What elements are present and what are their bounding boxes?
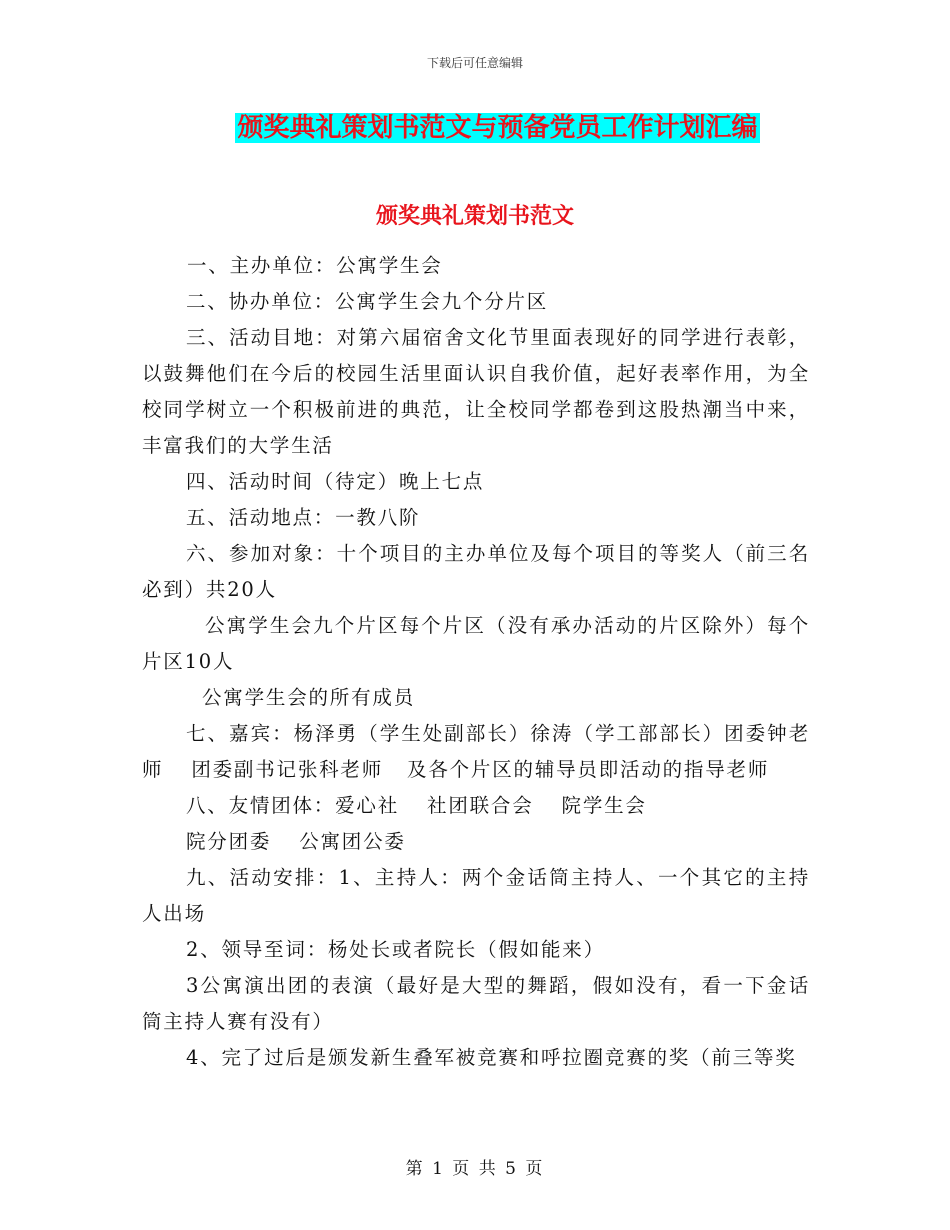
paragraph-guests: [142, 716, 810, 788]
paragraph-location: 五、活动地点：一教八阶: [186, 506, 421, 529]
paragraph-schedule-speech: 2、领导至词：杨处长或者院长（假如能来）: [186, 938, 605, 961]
document-body: [142, 248, 810, 1076]
guests-part-3: 及各个片区的辅导员即活动的指导老师: [407, 758, 770, 781]
paragraph-co-organizer: 二、协办单位：公寓学生会九个分片区: [186, 290, 549, 313]
document-main-title: [0, 110, 950, 146]
paragraph-participants: 六、参加对象：十个项目的主办单位及每个项目的等奖人（前三名必到）共20人: [142, 542, 810, 601]
paragraph-purpose: 三、活动目地：对第六届宿舍文化节里面表现好的同学进行表彰，以鼓舞他们在今后的校园生活里面认识自我价值，起好表率作用，为全校同学树立一个积极前进的典范，让全校同学都卷到这股热潮当中来，丰富我们的大学生活: [142, 326, 810, 457]
paragraph-organizer: 一、主办单位：公寓学生会: [187, 254, 443, 277]
section-title: 颁奖典礼策划书范文: [375, 203, 574, 229]
paragraph-participants-districts: 公寓学生会九个片区每个片区（没有承办活动的片区除外）每个片区10人: [142, 614, 810, 673]
header-note: 下载后可任意编辑: [426, 56, 523, 70]
paragraph-schedule-awards: 4、完了过后是颁发新生叠军被竞赛和呼拉圈竞赛的奖（前三等奖: [186, 1046, 797, 1069]
paragraph-friendly-groups-cont: [142, 824, 810, 860]
paragraph-participants-members: 公寓学生会的所有成员: [202, 686, 416, 709]
friendly-groups-part-5: 公寓团公委: [299, 830, 406, 853]
guests-part-2: 团委副书记张科老师: [191, 758, 384, 781]
main-title-highlight: 颁奖典礼策划书范文与预备党员工作计划汇编: [237, 113, 758, 143]
friendly-groups-part-2: 社团联合会: [427, 794, 534, 817]
paragraph-schedule-performance: 3公寓演出团的表演（最好是大型的舞蹈，假如没有，看一下金话筒主持人赛有没有）: [142, 974, 810, 1033]
guests-part-1: 七、嘉宾：杨泽勇（学生处副部长）徐涛（学工部部长）团委钟老师: [142, 722, 810, 781]
friendly-groups-part-1: 八、友情团体：爱心社: [186, 794, 400, 817]
paragraph-schedule: 九、活动安排：1、主持人：两个金话筒主持人、一个其它的主持人出场: [142, 866, 810, 925]
paragraph-friendly-groups: [142, 788, 810, 824]
page-footer: 第 1 页 共 5 页: [405, 1159, 545, 1179]
friendly-groups-part-4: 院分团委: [186, 830, 272, 853]
paragraph-time: 四、活动时间（待定）晚上七点: [186, 470, 485, 493]
friendly-groups-part-3: 院学生会: [561, 794, 647, 817]
